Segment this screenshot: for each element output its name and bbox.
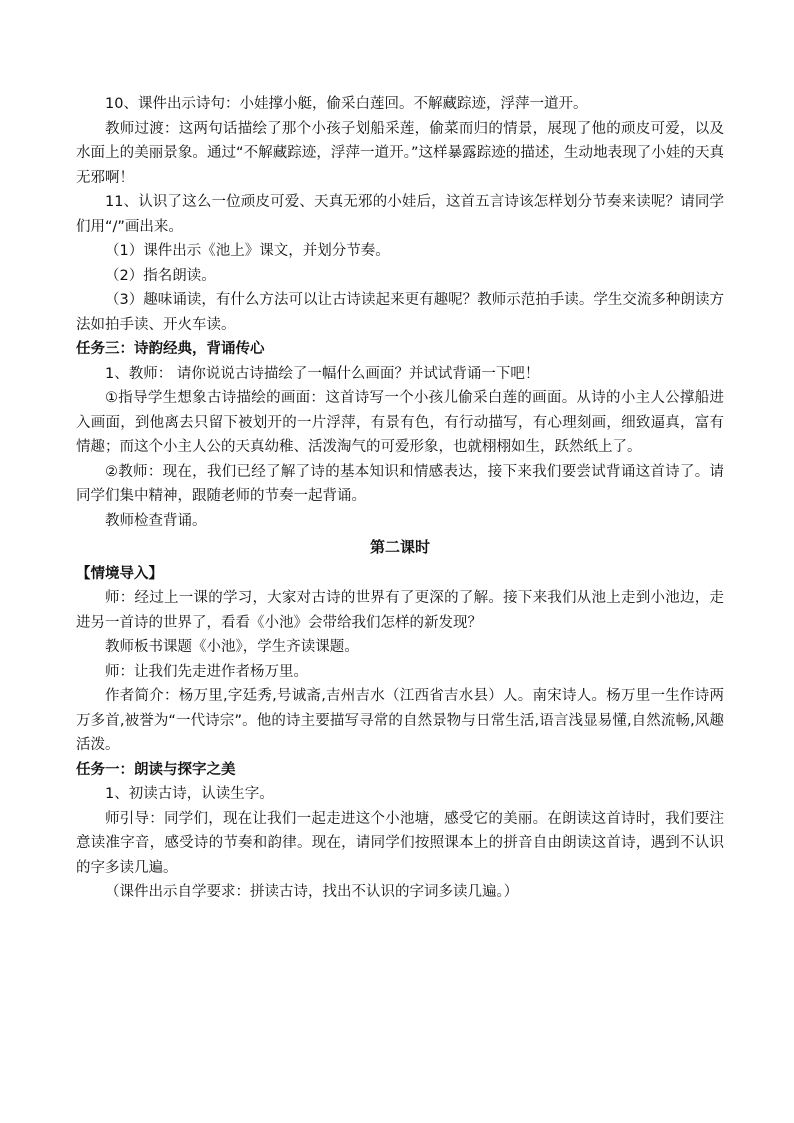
paragraph-check-recite: 教师检查背诵。: [105, 512, 207, 529]
list-item-2: （2）指名朗读。: [105, 267, 216, 284]
paragraph-board-title: 教师板书课题《小池》，学生齐读课题。: [105, 639, 359, 655]
paragraph-author-bio: 作者简介：杨万里,字廷秀,号诚斋,吉州吉水（江西省吉水县）人。南宋诗人。杨万里一生作诗两万多首,被誉为“一代诗宗”。他的诗主要描写寻常的自然景物与日常生活,语言浅显易懂,自然流畅,风趣活泼。: [76, 688, 724, 753]
paragraph-rhythm-question: 11、认识了这么一位顽皮可爱、天真无邪的小娃后，这首五言诗该怎样划分节奏来读呢？请同学们用“/”画出来。: [76, 194, 724, 235]
paragraph-teacher-prompt: 1、教师： 请你说说古诗描绘了一幅什么画面？并试试背诵一下吧！: [105, 365, 540, 382]
paragraph-teacher-intro: 师：经过上一课的学习，大家对古诗的世界有了更深的了解。接下来我们从池上走到小池边，走进另一首诗的世界了，看看《小池》会带给我们怎样的新发现？: [76, 590, 724, 631]
section-title-second-lesson: 第二课时: [369, 538, 430, 556]
paragraph-courseware-verse: 10、课件出示诗句：小娃撑小艇，偷采白莲回。不解藏踪迹，浮萍一道开。: [105, 96, 588, 112]
paragraph-guide-imagine: ①指导学生想象古诗描绘的画面：这首诗写一个小孩儿偷采白莲的画面。从诗的小主人公撑船进入画面，到他离去只留下被划开的一片浮萍，有景有色，有行动描写，有心理刻画，细致逼真，富有情趣；而这个小主人公的天真幼稚、活泼淘气的可爱形象，也就栩栩如生，跃然纸上了。: [76, 390, 724, 455]
paragraph-self-study: （课件出示自学要求：拼读古诗，找出不认识的字词多读几遍。）: [105, 884, 519, 900]
paragraph-recite: ②教师：现在，我们已经了解了诗的基本知识和情感表达，接下来我们要尝试背诵这首诗了。请同学们集中精神，跟随老师的节奏一起背诵。: [76, 463, 724, 504]
list-item-1: （1）课件出示《池上》课文，并划分节奏。: [105, 243, 390, 259]
paragraph-first-read: 1、初读古诗，认读生字。: [105, 786, 274, 802]
paragraph-teacher-transition: 教师过渡：这两句话描绘了那个小孩子划船采莲，偷菜而归的情景，展现了他的顽皮可爱，以及水面上的美丽景象。通过“不解藏踪迹，浮萍一道开。”这样暴露踪迹的描述，生动地表现了小娃的天真无邪啊！: [76, 120, 724, 186]
paragraph-author-lead: 师：让我们先走进作者杨万里。: [105, 663, 308, 680]
task-three-heading: 任务三：诗韵经典，背诵传心: [76, 341, 265, 357]
document-body: [76, 92, 724, 905]
task-one-heading: 任务一：朗读与探字之美: [76, 761, 236, 778]
list-item-3: （3）趣味诵读，有什么方法可以让古诗读起来更有趣呢？教师示范拍手读。学生交流多种朗读方法如拍手读、开火车读。: [76, 292, 724, 333]
paragraph-teacher-guide: 师引导：同学们，现在让我们一起走进这个小池塘，感受它的美丽。在朗读这首诗时，我们要注意读准字音，感受诗的节奏和韵律。现在，请同学们按照课本上的拼音自由朗读这首诗，遇到不认识的字多读几遍。: [76, 810, 724, 876]
situation-intro-heading: 【情境导入】: [76, 565, 163, 582]
